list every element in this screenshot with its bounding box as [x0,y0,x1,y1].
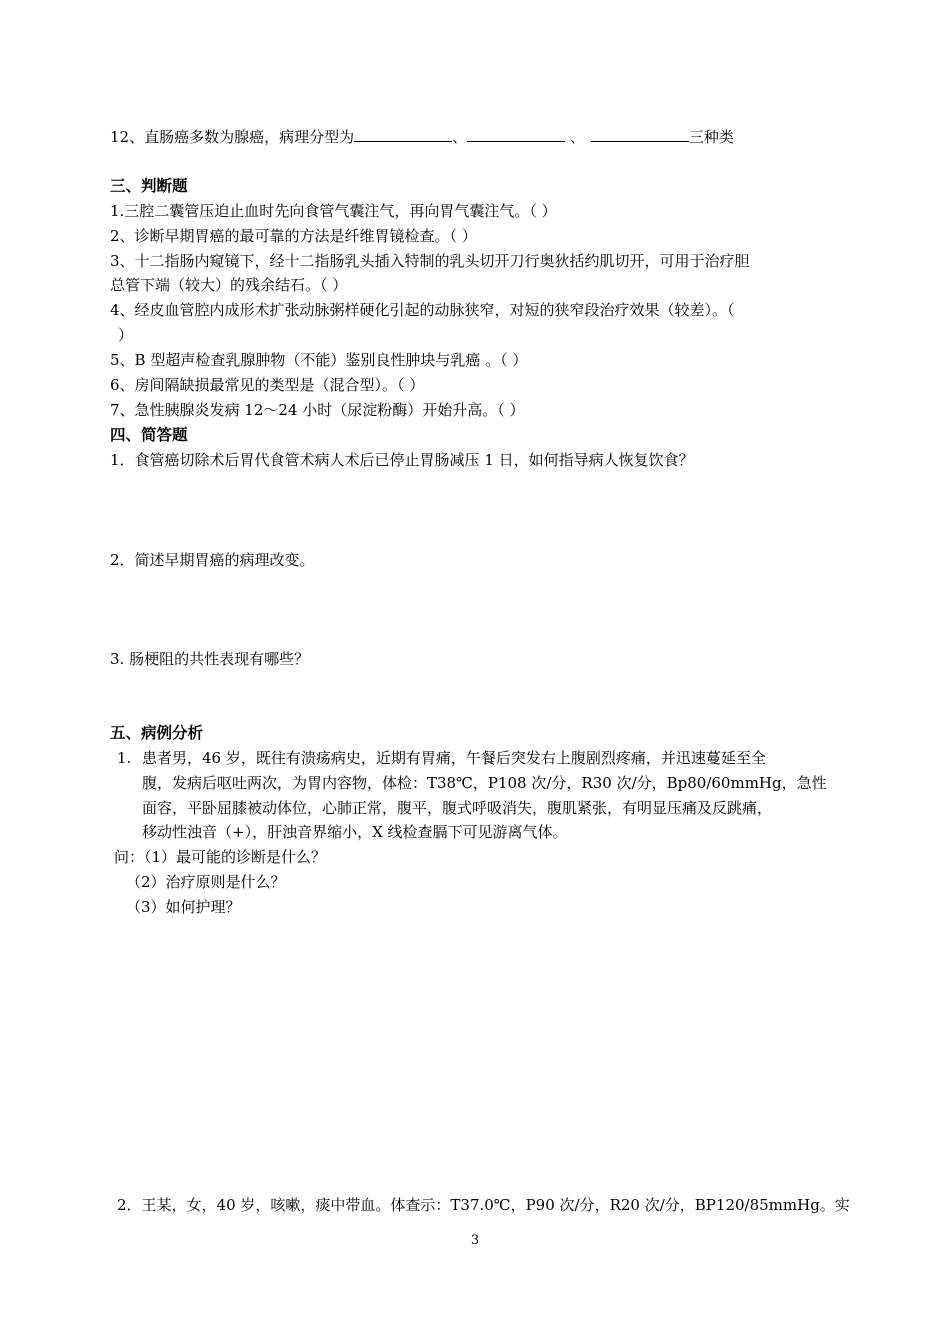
blank-separator: 、 [565,128,585,146]
short-answer-question-1: 1．食管癌切除术后胃代食管术病人术后已停止胃肠减压 1 日，如何指导病人恢复饮食？ [110,451,694,469]
case-1-text-line: 腹，发病后呕吐两次，为胃内容物，体检：T38℃，P108 次/分，R30 次/分，Bp80/60mmHg，急性 [142,774,827,792]
judgment-item: 1.三腔二囊管压迫止血时先向食管气囊注气，再向胃气囊注气。（ ） [110,202,557,220]
judgment-item: 2、诊断早期胃癌的最可靠的方法是纤维胃镜检查。（ ） [110,227,477,245]
section-heading-short-answer: 四、简答题 [110,426,188,444]
judgment-item: 3、十二指肠内窥镜下，经十二指肠乳头插入特制的乳头切开刀行奥狄括约肌切开，可用于治疗胆 [110,252,750,270]
short-answer-question-3: 3. 肠梗阻的共性表现有哪些？ [110,650,310,668]
page-number: 3 [470,1233,480,1248]
judgment-item: 7、急性胰腺炎发病 12～24 小时（尿淀粉酶）开始升高。（ ） [110,401,525,419]
case-1-number: 1. [117,749,132,767]
judgment-item: 4、经皮血管腔内成形术扩张动脉粥样硬化引起的动脉狭窄，对短的狭窄段治疗效果（较差）。（ [110,301,735,319]
case-2-text-line: 2．王某，女，40 岁，咳嗽，痰中带血。体查示：T37.0℃，P90 次/分，R20 次/分，BP120/85mmHg。实 [117,1196,850,1214]
case-1-question: （3）如何护理？ [126,898,241,916]
section-heading-case-analysis: 五、病例分析 [110,724,204,742]
judgment-item: 5、B 型超声检查乳腺肿物（不能）鉴别良性肿块与乳癌 。（ ） [110,351,528,369]
fill-blank-question-12 [110,127,734,147]
answer-blank-1 [354,127,452,142]
blank-separator: 、 [452,128,468,146]
section-heading-judgment: 三、判断题 [110,177,188,195]
answer-blank-3 [591,127,689,142]
judgment-item: 6、房间隔缺损最常见的类型是（混合型）。（ ） [110,376,425,394]
judgment-item-continuation: ） [118,326,134,344]
answer-blank-2 [467,127,565,142]
judgment-item-continuation: 总管下端（较大）的残余结石。（ ） [110,276,348,294]
q12-suffix: 三种类 [688,128,734,146]
short-answer-question-2: 2．简述早期胃癌的病理改变。 [110,551,315,569]
case-1-text-line: 移动性浊音（+），肝浊音界缩小，X 线检查膈下可见游离气体。 [142,823,568,841]
case-1-question: （2）治疗原则是什么？ [126,873,286,891]
case-1-text-line: 面容，平卧屈膝被动体位，心肺正常，腹平，腹式呼吸消失，腹肌紧张，有明显压痛及反跳痛， [142,799,773,817]
case-1-question: 问：（1）最可能的诊断是什么？ [114,848,327,866]
q12-prefix: 12、直肠癌多数为腺癌，病理分型为 [110,128,355,146]
case-1-text-line: 患者男，46 岁，既往有溃疡病史，近期有胃痛，午餐后突发右上腹剧烈疼痛，并迅速蔓延至全 [142,749,766,767]
